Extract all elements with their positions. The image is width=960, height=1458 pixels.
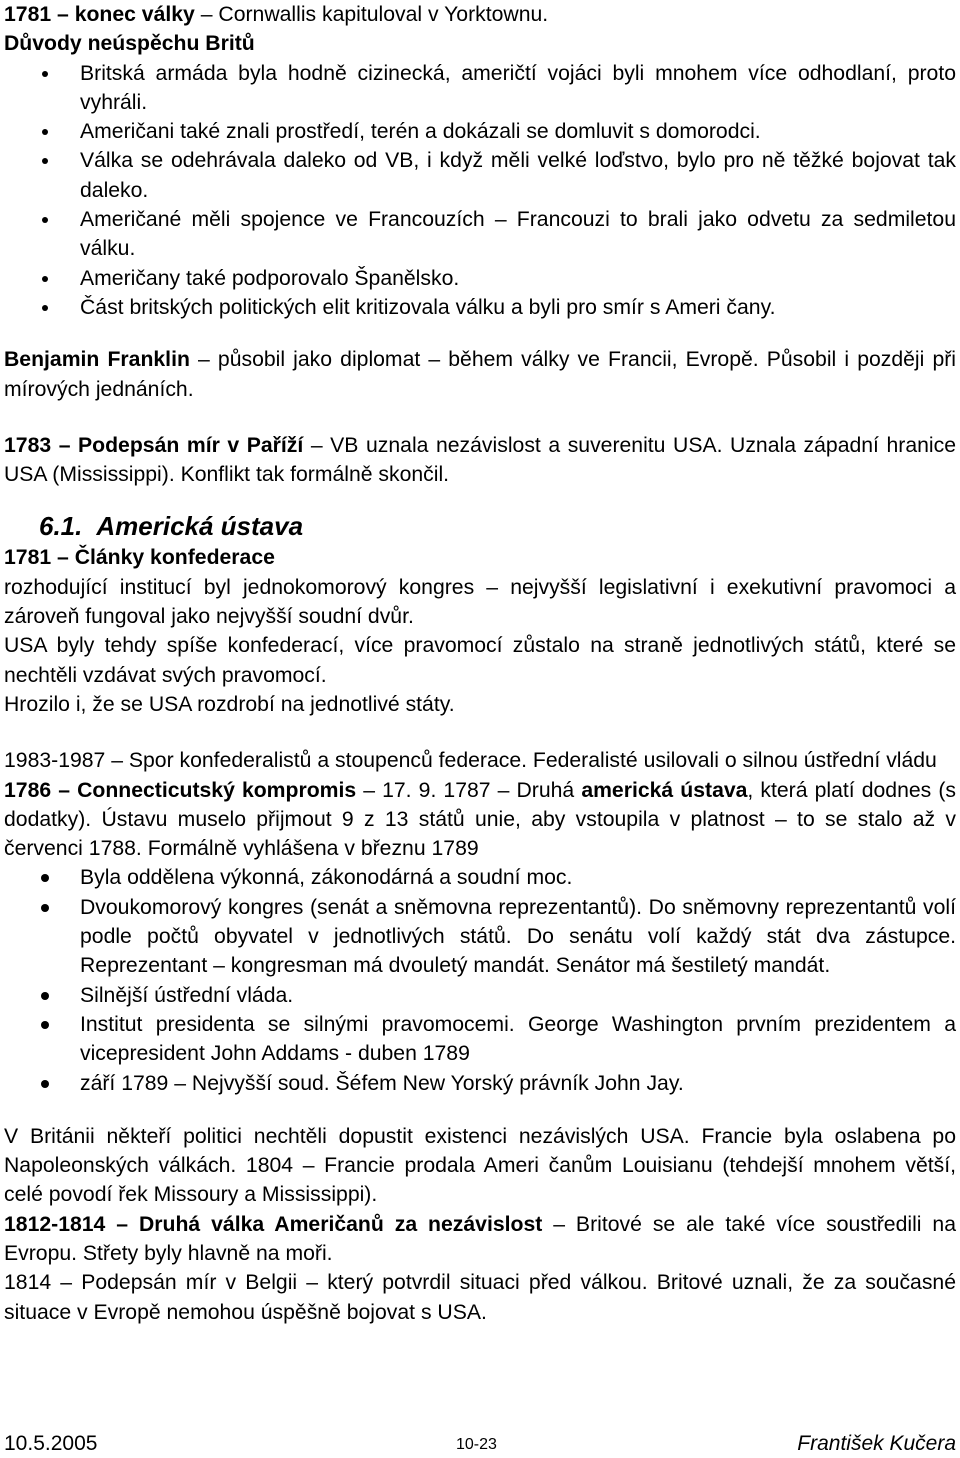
peace-1783-bold: 1783 – Podepsán mír v Paříží <box>4 433 304 457</box>
section-britain <box>4 1122 956 1327</box>
section-war-end <box>4 0 956 322</box>
footer-date: 10.5.2005 <box>4 1432 98 1455</box>
franklin-text: – působil jako diplomat – během války ve Francii, Evropě. Působil i později při mírových jednáních. <box>4 348 956 401</box>
list-item: Dvoukomorový kongres (senát a sněmovna reprezentantů). Do sněmovny reprezentantů volí podle počtů obyvatel v jednotlivých států. Do senátu volí každý stát dva zástupce. Reprezentant – kongresman má dvouletý mandát. Senátor má šestiletý mandát. <box>4 893 956 981</box>
franklin-paragraph <box>4 345 956 404</box>
list-item: Američany také podporovalo Španělsko. <box>4 264 956 293</box>
second-war-text: – Britové se ale také více soustředili na Evropu. Střety byly hlavně na moři. <box>4 1212 957 1265</box>
second-war-bold: 1812-1814 – Druhá válka Američanů za nezávislost <box>4 1212 543 1236</box>
britain-paragraph-3: 1814 – Podepsán mír v Belgii – který potvrdil situaci před válkou. Britové uznali, že za současné situace v Evropě nemohou úspěšně bojovat s USA. <box>4 1271 956 1324</box>
britain-paragraph-2 <box>4 1210 956 1269</box>
page-footer <box>4 1432 956 1458</box>
war-end-bold: 1781 – konec války <box>4 3 195 26</box>
footer-page-number: 10-23 <box>456 1436 497 1453</box>
failure-reasons-list <box>4 59 956 323</box>
document-page <box>4 0 956 1458</box>
articles-paragraph-1: rozhodující institucí byl jednokomorový kongres – nejvyšší legislativní i exekutivní pravomoci a zároveň fungoval jako nejvyšší soudní dvůr. <box>4 575 956 629</box>
list-item: Američani také znali prostředí, terén a dokázali se domluvit s domorodci. <box>4 117 956 146</box>
list-item: září 1789 – Nejvyšší soud. Šéfem New Yorský právník John Jay. <box>4 1069 956 1098</box>
failure-reasons-heading: Důvody neúspěchu Britů <box>4 32 255 56</box>
federal-paragraph-2 <box>4 776 956 864</box>
war-end-line <box>4 0 956 29</box>
war-end-text: – Cornwallis kapituloval v Yorktownu. <box>194 3 549 26</box>
federal-text-1: – 17. 9. 1787 – Druhá <box>356 778 582 802</box>
articles-heading: 1781 – Články konfederace <box>4 546 275 570</box>
list-item: Institut presidenta se silnými pravomocemi. George Washington prvním prezidentem a vicepresident John Addams - duben 1789 <box>4 1010 956 1069</box>
compromise-bold: 1786 – Connecticutský kompromis <box>4 778 357 802</box>
footer-author: František Kučera <box>797 1432 956 1455</box>
section-heading <box>4 509 956 543</box>
list-item: Válka se odehrávala daleko od VB, i když měli velké loďstvo, bylo pro ně těžké bojovat tak daleko. <box>4 146 956 205</box>
list-item: Silnější ústřední vláda. <box>4 981 956 1010</box>
section-articles <box>4 543 956 719</box>
list-item: Američané měli spojence ve Francouzích – Francouzi to brali jako odvetu za sedmiletou válku. <box>4 205 956 264</box>
list-item: Britská armáda byla hodně cizinecká, američtí vojáci byli mnohem více odhodlaní, proto vyhráli. <box>4 59 956 118</box>
constitution-list <box>4 863 956 1097</box>
federal-text-2: , která platí dodnes (s dodatky). Ústavu muselo přijmout 9 z 13 států unie, aby vstoupila v platnost – to se stalo až v červenci 1788. Formálně vyhlášena v březnu 1789 <box>4 778 956 861</box>
list-item: Část britských politických elit kritizovala válku a byli pro smír s Ameri čany. <box>4 293 956 322</box>
section-number: 6.1. <box>39 511 83 542</box>
britain-paragraph-1: V Británii někteří politici nechtěli dopustit existenci nezávislých USA. Francie byla oslabena po Napoleonských válkách. 1804 – Francie prodala Ameri čanům Louisianu (tehdejší mnohem větší, celé povodí řek Missoury a Mississippi). <box>4 1124 956 1207</box>
federal-paragraph-1: 1983-1987 – Spor konfederalistů a stoupenců federace. Federalisté usilovali o silnou ústřední vládu <box>4 749 937 773</box>
section-federal <box>4 746 956 1098</box>
constitution-bold: americká ústava <box>581 778 748 802</box>
peace-1783-paragraph <box>4 431 956 490</box>
list-item: Byla oddělena výkonná, zákonodárná a soudní moc. <box>4 863 956 892</box>
articles-paragraph-2: USA byly tehdy spíše konfederací, více pravomocí zůstalo na straně jednotlivých států, které se nechtěli vzdávat svých pravomocí. <box>4 634 956 687</box>
peace-1783-text: – VB uznala nezávislost a suverenitu USA. Uznala západní hranice USA (Mississippi). Konflikt tak formálně skončil. <box>4 433 956 487</box>
articles-paragraph-3: Hrozilo i, že se USA rozdrobí na jednotlivé státy. <box>4 692 455 716</box>
section-title: Americká ústava <box>96 511 304 542</box>
franklin-bold: Benjamin Franklin <box>4 348 190 372</box>
